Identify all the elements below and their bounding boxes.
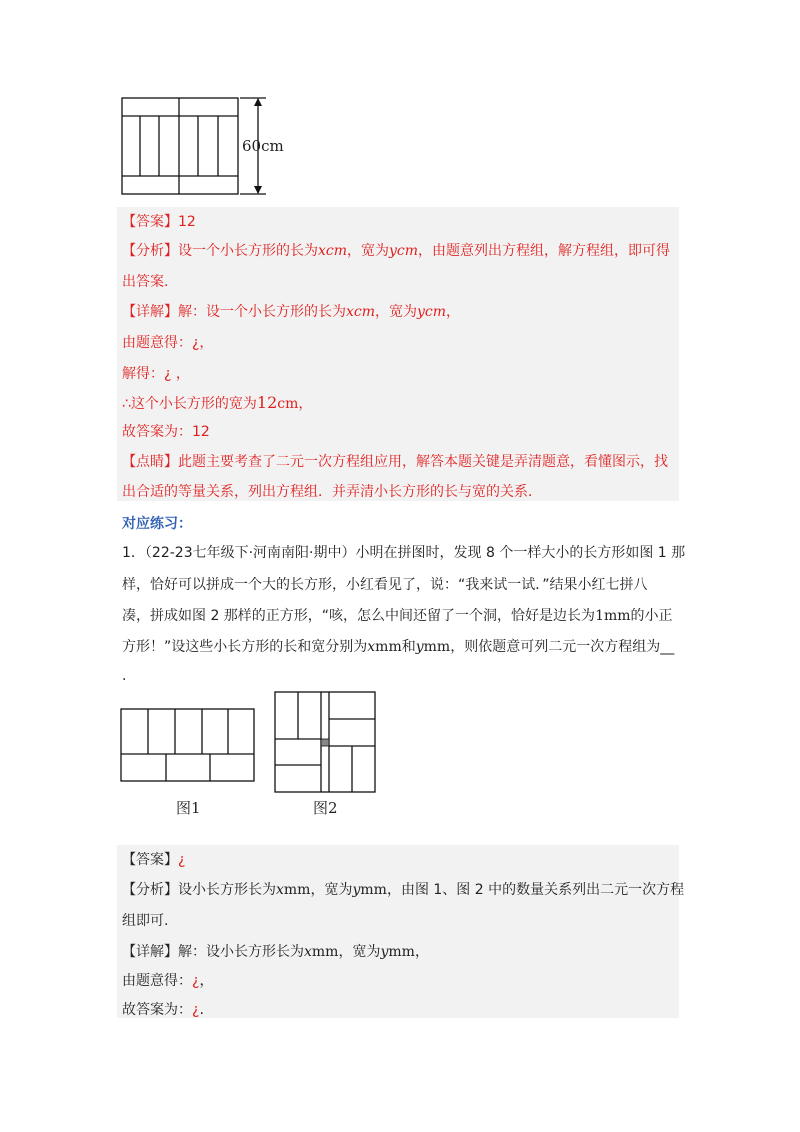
question-1-line-4: 方形！”设这些小长方形的长和宽分别为xmm和ymm，则依题意可列二元一次方程组为__ xyxy=(122,639,675,655)
figure-1 xyxy=(119,706,259,784)
example-therefore-line: ∴这个小长方形的宽为12cm， xyxy=(122,393,313,412)
question-1-line-3: 凑，拼成如图 2 那样的正方形，“咳，怎么中间还留了一个洞，恰好是边长为1mm的小正 xyxy=(122,608,673,624)
practice-analysis-cont: 组即可. xyxy=(122,913,169,929)
center-hole xyxy=(321,739,329,746)
example-final-line: 故答案为：12 xyxy=(122,424,210,440)
practice-analysis-line: 【分析】设小长方形长为xmm，宽为ymm，由图 1、图 2 中的数量关系列出二元一次方程 xyxy=(122,882,685,898)
figure-2 xyxy=(272,689,378,795)
practice-answer-line: 【答案】¿ xyxy=(122,852,186,868)
figure-1-caption: 图1 xyxy=(176,799,201,817)
example-comment-line: 【点睛】此题主要考查了二元一次方程组应用，解答本题关键是弄清题意，看懂图示，找 xyxy=(122,454,668,470)
example-analysis-line: 【分析】设一个小长方形的长为xcm，宽为ycm，由题意列出方程组，解方程组，即可得 xyxy=(122,243,671,259)
height-label: 60cm xyxy=(242,137,284,155)
practice-answer-block xyxy=(117,845,679,1018)
question-1-line-1: 1．（22-23七年级下·河南南阳·期中）小明在拼图时，发现 8 个一样大小的长方形如图 1 那 xyxy=(122,545,686,561)
practice-heading: 对应练习： xyxy=(122,516,192,532)
example-detail-line: 【详解】解：设一个小长方形的长为xcm，宽为ycm， xyxy=(122,304,461,320)
practice-final-line: 故答案为：¿. xyxy=(122,1002,204,1018)
example-analysis-cont: 出答案. xyxy=(122,274,169,290)
example-answer-line: 【答案】12 xyxy=(122,214,196,230)
practice-equation-line: 由题意得：¿， xyxy=(122,973,214,989)
example-equation-line: 由题意得：¿， xyxy=(122,335,214,351)
question-1-line-5: . xyxy=(122,668,127,684)
figure-2-caption: 图2 xyxy=(313,799,338,817)
practice-detail-line: 【详解】解：设小长方形长为xmm，宽为ymm， xyxy=(122,944,429,960)
example-solve-line: 解得：¿ ， xyxy=(122,366,190,382)
answer-blank: __ xyxy=(660,639,675,655)
question-1-line-2: 样，恰好可以拼成一个大的长方形，小红看见了，说：“我来试一试．”结果小红七拼八 xyxy=(122,577,648,593)
example-comment-cont: 出合适的等量关系，列出方程组．并弄清小长方形的长与宽的关系． xyxy=(122,484,542,500)
